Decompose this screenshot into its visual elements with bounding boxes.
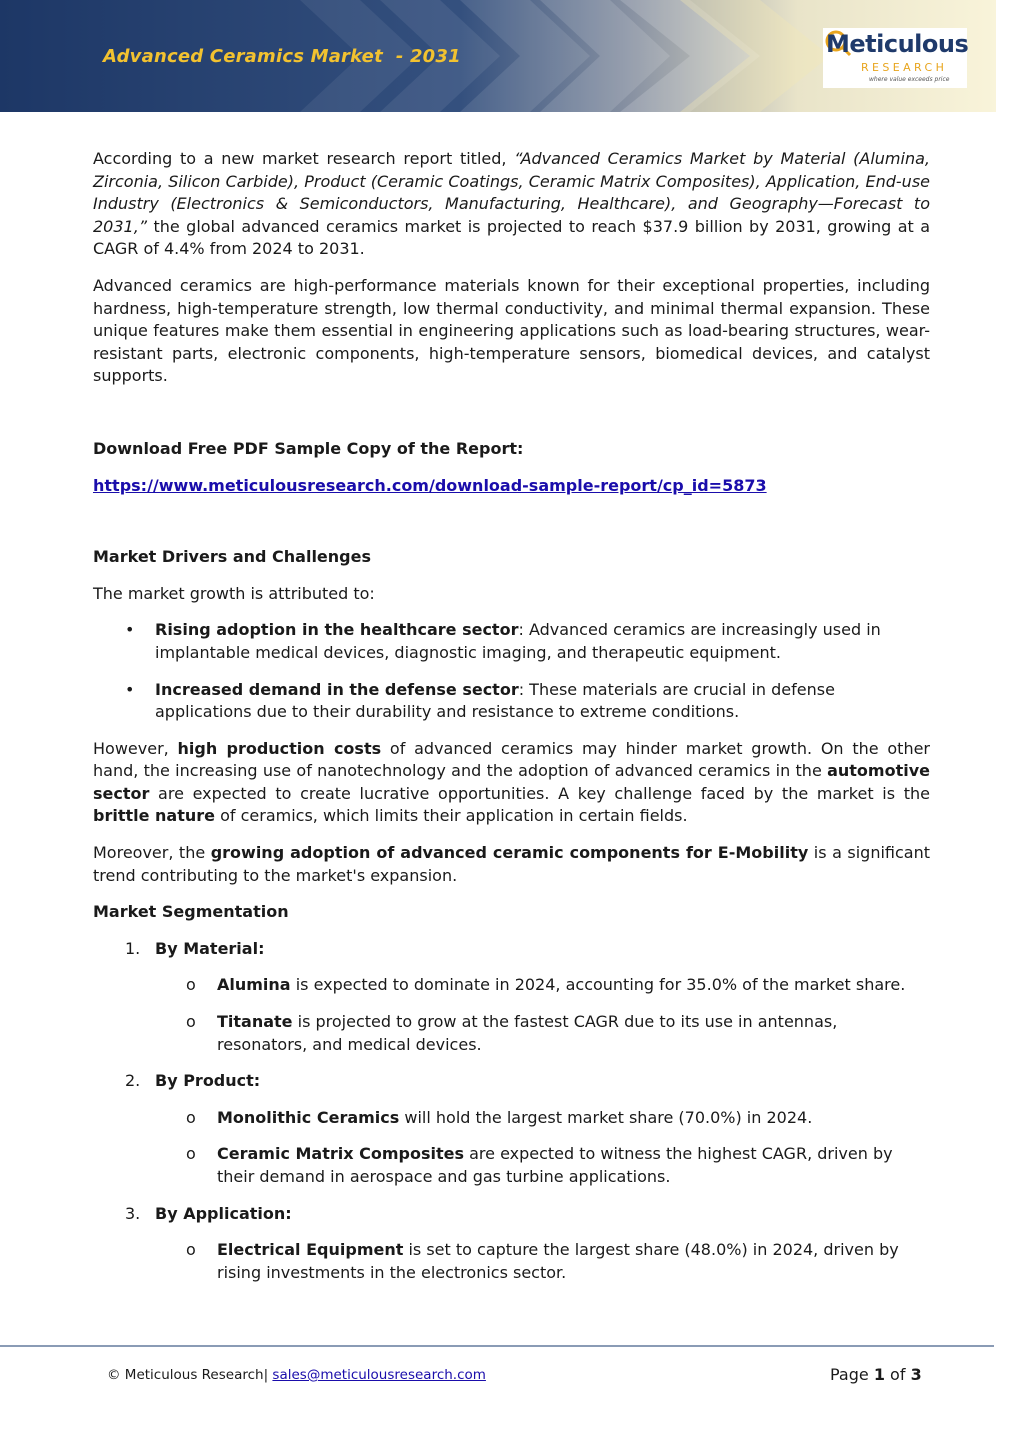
circle-bullet-icon: o xyxy=(186,1240,196,1260)
item-bold: Ceramic Matrix Composites xyxy=(217,1144,465,1164)
logo-main-text: Meticulous xyxy=(826,30,969,58)
drivers-heading: Market Drivers and Challenges xyxy=(93,547,371,567)
bullet-text: : These materials are crucial in defense applications due to their durability and resistance to extreme conditions. xyxy=(155,679,835,722)
circle-bullet-icon: o xyxy=(186,1144,196,1164)
text-run: is a significant trend contributing to the market's expansion. xyxy=(93,843,931,885)
bold-run: brittle nature xyxy=(93,806,215,826)
bold-run: high production costs xyxy=(177,738,382,758)
item-bold: Alumina xyxy=(217,975,291,995)
circle-bullet-icon: o xyxy=(186,1107,196,1127)
page-word: Page xyxy=(830,1365,874,1384)
however-paragraph xyxy=(93,738,930,828)
bullet-icon: • xyxy=(125,620,135,640)
segment-label: By Material: xyxy=(155,938,265,958)
list-item xyxy=(93,679,930,724)
logo-sub-text: RESEARCH xyxy=(861,61,948,74)
page-indicator xyxy=(830,1365,922,1384)
list-item xyxy=(93,1107,930,1130)
intro-lead: According to a new market research report titled, xyxy=(93,149,515,168)
report-title: “Advanced Ceramics Market by Material (Alumina, Zirconia, Silicon Carbide), Product (Ceramic Coatings, Ceramic Matrix Composites), Application, End-use Industry (Electronics & Semiconductors, Manufacturing, Healthcare), and Geography—Forecast to 2031,” xyxy=(93,149,930,236)
item-text: are expected to witness the highest CAGR, driven by their demand in aerospace and gas turbine applications. xyxy=(217,1144,893,1186)
list-item xyxy=(93,1239,930,1284)
segment-label: By Product: xyxy=(155,1071,261,1091)
list-item xyxy=(93,1011,930,1056)
intro-paragraph xyxy=(93,148,930,261)
bullet-icon: • xyxy=(125,679,135,699)
item-bold: Monolithic Ceramics xyxy=(217,1107,400,1127)
segmentation-heading: Market Segmentation xyxy=(93,902,289,922)
text-run: However, xyxy=(93,738,178,758)
bold-run: automotive sector xyxy=(93,761,930,803)
description-paragraph: Advanced ceramics are high-performance materials known for their exceptional properties, including hardness, high-temperature strength, low thermal conductivity, and minimal thermal expansion. These unique features make them essential in engineering applications such as load-bearing structures, wear-resistant parts, electronic components, high-temperature sensors, biomedical devices, and catalyst supports. xyxy=(93,275,930,386)
list-number: 3. xyxy=(125,1203,141,1223)
list-item xyxy=(93,619,930,664)
segment-group xyxy=(93,1203,930,1226)
item-bold: Titanate xyxy=(217,1012,293,1032)
logo-tagline: where value exceeds price xyxy=(869,76,950,83)
circle-bullet-icon: o xyxy=(186,1012,196,1032)
item-text: is set to capture the largest share (48.0%) in 2024, driven by rising investments in the electronics sector. xyxy=(217,1240,899,1282)
company-logo xyxy=(823,28,967,88)
page-total: 3 xyxy=(910,1365,922,1384)
circle-bullet-icon: o xyxy=(186,975,196,995)
bullet-bold: Increased demand in the defense sector xyxy=(155,679,519,699)
segment-group xyxy=(93,1070,930,1093)
header-banner xyxy=(0,0,1023,112)
item-text: is expected to dominate in 2024, accounting for 35.0% of the market share. xyxy=(290,975,906,995)
page-number: 1 xyxy=(873,1365,885,1384)
copyright-text: © Meticulous Research| xyxy=(107,1367,273,1383)
item-text: is projected to grow at the fastest CAGR due to its use in antennas, resonators, and medical devices. xyxy=(217,1012,838,1054)
text-run: Moreover, the xyxy=(93,843,211,863)
sample-report-link[interactable]: https://www.meticulousresearch.com/download-sample-report/cp_id=5873 xyxy=(93,475,767,495)
segment-group xyxy=(93,938,930,961)
moreover-paragraph xyxy=(93,842,930,887)
bullet-bold: Rising adoption in the healthcare sector xyxy=(155,620,519,640)
intro-rest: the global advanced ceramics market is projected to reach $37.9 billion by 2031, growing at a CAGR of 4.4% from 2024 to 2031. xyxy=(93,216,930,259)
bullet-text: : Advanced ceramics are increasingly used in implantable medical devices, diagnostic imaging, and therapeutic equipment. xyxy=(155,620,881,662)
text-run: of advanced ceramics may hinder market growth. On the other hand, the increasing use of nanotechnology and the adoption of advanced ceramics in the xyxy=(93,738,931,781)
bold-run: growing adoption of advanced ceramic components for E-Mobility xyxy=(210,843,809,863)
email-link[interactable]: sales@meticulousresearch.com xyxy=(272,1367,486,1383)
list-number: 1. xyxy=(125,938,141,958)
download-heading: Download Free PDF Sample Copy of the Report: xyxy=(93,438,524,458)
list-number: 2. xyxy=(125,1071,141,1091)
footer-divider xyxy=(0,1345,994,1347)
footer-copyright xyxy=(107,1367,486,1383)
document-body xyxy=(93,148,930,1284)
list-item xyxy=(93,1143,930,1188)
text-run: of ceramics, which limits their application in certain fields. xyxy=(215,806,688,826)
of-word: of xyxy=(884,1365,911,1384)
header-title: Advanced Ceramics Market - 2031 xyxy=(103,46,461,67)
list-item xyxy=(93,974,930,997)
text-run: are expected to create lucrative opportunities. A key challenge faced by the market is the xyxy=(149,783,930,803)
item-text: will hold the largest market share (70.0%) in 2024. xyxy=(399,1107,813,1127)
drivers-lead: The market growth is attributed to: xyxy=(93,583,375,603)
segment-label: By Application: xyxy=(155,1203,292,1223)
item-bold: Electrical Equipment xyxy=(217,1240,404,1260)
